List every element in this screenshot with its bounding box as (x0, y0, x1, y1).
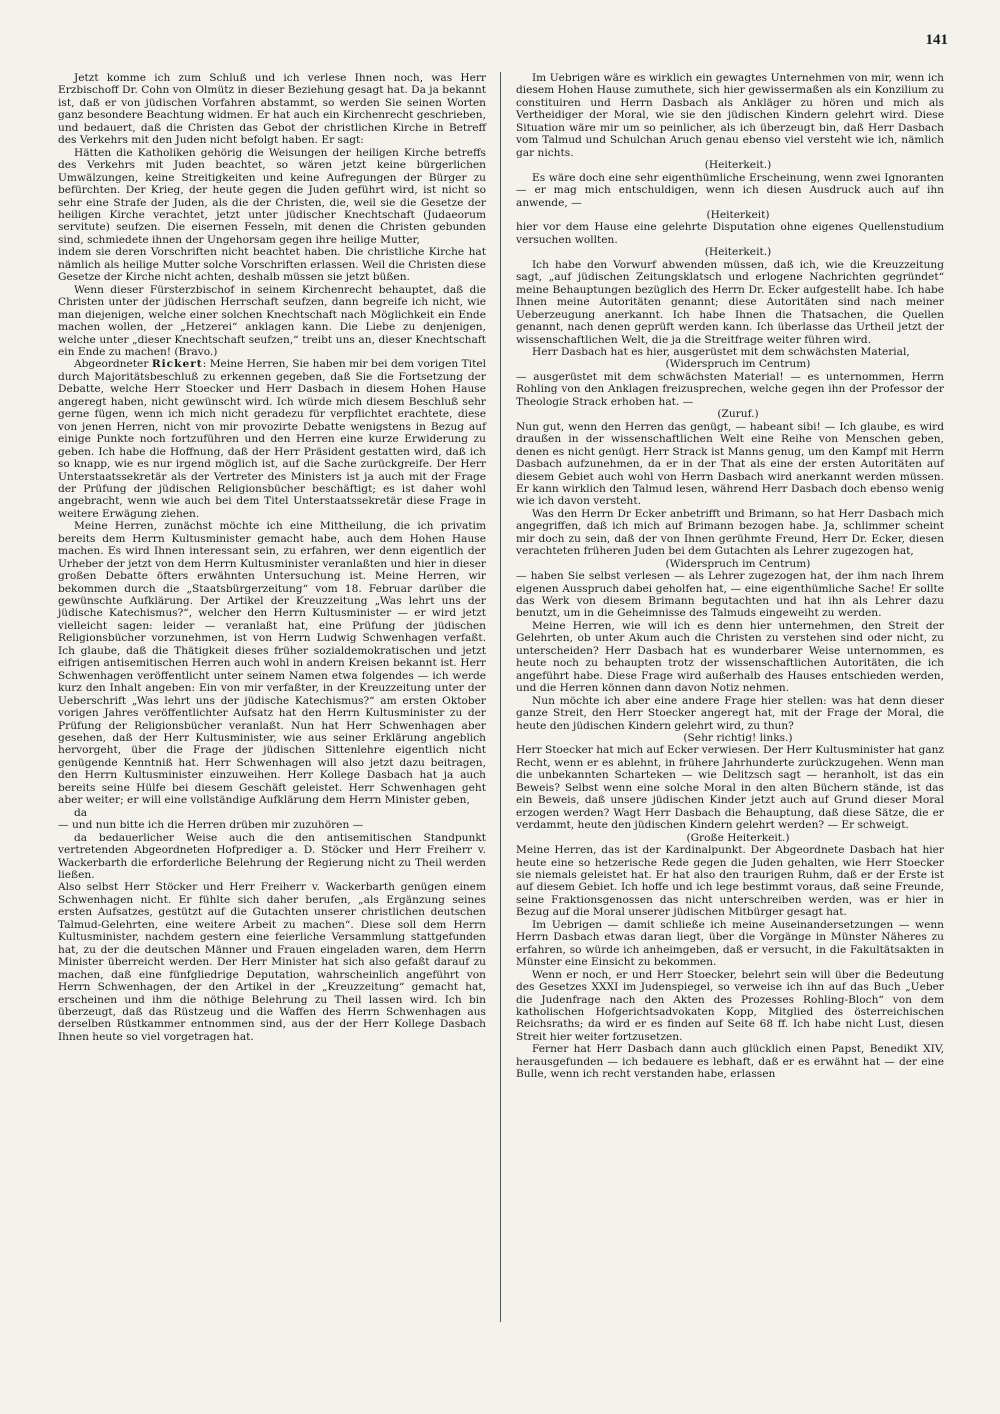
interjection: (Heiterkeit.) (704, 159, 772, 172)
page-number: 141 (925, 32, 948, 48)
paragraph: Meine Herren, wie will ich es denn hier unternehmen, den Streit der Gelehrten, ob unter Akum auch die Christen zu verstehen sind oder nicht, zu unterscheiden? Herr Dasbach hat es wunderbarer Weise unternommen, es heute noch zu behaupten trotz der wissenschaftlichen Autoritäten, die ich angeführt habe. Diese Frage wird außerhalb des Hauses entschieden werden, und die Herren können dann davon Notiz nehmen. (516, 619, 944, 695)
paragraph: Wenn dieser Fürsterzbischof in seinem Kirchenrecht behauptet, daß die Christen unter der jüdischen Herrschaft seufzen, dann begreife ich nicht, wie man diejenigen, welche einer solchen Knechtschaft nach Möglichkeit ein Ende machen wollen, der „Hetzerei“ anklagen kann. Die Liebe zu denjenigen, welche unter „dieser Knechtschaft seufzen,“ treibt uns an, dieser Knechtschaft ein Ende zu machen! (Bravo.) (58, 283, 486, 358)
interjection: (Heiterkeit) (706, 208, 770, 221)
speech-paragraph (58, 358, 486, 520)
paragraph: — haben Sie selbst verlesen — als Lehrer zugezogen hat, der ihm nach Ihrem eigenen Ausspruch dabei geholfen hat, — eine eigenthümliche Sache! Er sollte das Werk von diesem Brimann begutachten und hat ihn als Lehrer dazu benutzt, um in die Geheimnisse des Talmuds eingeweiht zu werden. (516, 570, 944, 620)
block-quote: da bedauerlicher Weise auch die den antisemitischen Standpunkt vertretenden Abgeordneten Hofprediger a. D. Stöcker und Herr Freiherr v. Wackerbarth die erforderliche Belehrung der Regierung nicht zu Theil werden ließen. (58, 831, 486, 881)
paragraph: Also selbst Herr Stöcker und Herr Freiherr v. Wackerbarth genügen einem Schwenhagen nicht. Er fühlte sich daher berufen, „als Ergänzung seines ersten Aufsatzes, gestützt auf die Gutachten unserer christlichen deutschen Talmud-Gelehrten, eine weitere Arbeit zu machen“. Diese soll dem Herrn Kultusminister, nachdem gestern eine feierliche Versammlung stattgefunden hat, zu der die deutschen Männer und Frauen eingeladen waren, dem Herrn Minister überreicht werden. Der Herr Minister hat sich also gefaßt darauf zu machen, daß eine fünfgliedrige Deputation, wahrscheinlich angeführt von Herrn Schwenhagen, der den Artikel in der „Kreuzzeitung“ gemacht hat, erscheinen und ihm die nöthige Belehrung zu Theil lassen wird. Ich bin überzeugt, daß das Rüstzeug und die Waffen des Herrn Schwenhagen aus derselben Rüstkammer entnommen sind, aus der der Herr Kollege Dasbach Ihnen heute so viel vorgetragen hat. (58, 881, 486, 1043)
column-divider (500, 72, 501, 1322)
paragraph: Ich habe den Vorwurf abwenden müssen, daß ich, wie die Kreuzzeitung sagt, „auf jüdischen Zeitungsklatsch und erlogene Nachrichten gegründet“ meine Behauptungen bezüglich des Herrn Dr. Ecker aufgestellt habe. Ich habe Ihnen meine Autoritäten genannt; diese Autoritäten sind nach meiner Ueberzeugung anerkannt. Ich habe Ihnen die Thatsachen, die Quellen genannt, nach denen geprüft werden kann. Ich überlasse das Urtheil jetzt der wissenschaftlichen Welt, die ja die Streitfrage weiter führen wird. (516, 258, 944, 346)
paragraph: Nun gut, wenn den Herren das genügt, — habeant sibi! — Ich glaube, es wird draußen in der wissenschaftlichen Welt eine Reihe von Menschen geben, denen es nicht genügt. Herr Strack ist Manns genug, um den Kampf mit Herrn Dasbach aufzunehmen, da er in der That als eine der ersten Autoritäten auf diesem Gebiet auch wohl von Herrn Dasbach wird anerkannt werden müssen. Er kann wirklich den Talmud lesen, während Herr Dasbach doch ebenso wenig wie ich davon versteht. (516, 420, 944, 508)
interjection: (Große Heiterkeit.) (686, 831, 790, 844)
speech-text: : Meine Herren, Sie haben mir bei dem vorigen Titel durch Majoritätsbeschluß zu erkennen gegeben, daß Sie die Fortsetzung der Debatte, welche Herr Stoecker und Herr Dasbach in diesem Hohen Hause angeregt haben, nicht gewünscht wird. Ich würde mich diesem Beschluß sehr gerne fügen, wenn ich mich nicht geradezu für verpflichtet erachtete, diese von jenen Herren, nicht von mir provozirte Debatte wenigstens in Bezug auf einige Punkte noch fortzuführen und den Herren eine kurze Erwiderung zu geben. Ich habe die Hoffnung, daß der Herr Präsident gestatten wird, daß ich so knapp, wie es nur irgend möglich ist, auf die Sache zurückgreife. Der Herr Unterstaatssekretär als der Vertreter des Ministers ist ja auch mit der Frage der Prüfung der jüdischen Religionsbücher beschäftigt; es ist daher wohl angebracht, wenn wie auch bei dem Titel Unterstaatssekretär diese Frage in weitere Erwägung ziehen. (58, 358, 486, 520)
interjection: (Heiterkeit.) (704, 246, 772, 259)
speaker-prefix: Abgeordneter (74, 358, 152, 371)
block-quote: da (74, 806, 88, 819)
interjection: (Zuruf.) (717, 408, 759, 421)
block-quote: Hätten die Katholiken gehörig die Weisungen der heiligen Kirche betreffs des Verkehrs mit Juden beachtet, so wären jetzt keine bürgerlichen Umwälzungen, keine Streitigkeiten und keine Aufregungen der Bürger zu befürchten. Der Krieg, der heute gegen die Juden geführt wird, ist nicht so sehr eine Strafe der Juden, als die der Christen, die, weil sie die Gesetze der heiligen Kirche verachtet, jetzt unter jüdischer Knechtschaft (Judaeorum servitute) seufzen. Die eisernen Fesseln, mit denen die Christen gebunden sind, schmiedete ihnen der Ungehorsam gegen ihre heilige Mutter, (58, 146, 486, 246)
paragraph: Nun möchte ich aber eine andere Frage hier stellen: was hat denn dieser ganze Streit, den Herr Stoecker angeregt hat, mit der Frage der Moral, die heute den jüdischen Kindern gelehrt wird, zu thun? (516, 694, 944, 732)
paragraph: Meine Herren, zunächst möchte ich eine Mittheilung, die ich privatim bereits dem Herrn Kultusminister gemacht habe, auch dem Hohen Hause machen. Es wird Ihnen interessant sein, zu erfahren, wer denn eigentlich der Urheber der jetzt von dem Herrn Kultusminister veranlaßten und hier in dieser großen Debatte öfters erwähnten Untersuchung ist. Meine Herren, wir bekommen durch die „Staatsbürgerzeitung“ vom 18. Februar darüber die gewünschte Aufklärung. Der Artikel der Kreuzzeitung „Was lehrt uns der jüdische Katechismus?“, welcher den Herrn Kultusminister — er wird jetzt vielleicht sagen: leider — veranlaßt hat, eine Prüfung der jüdischen Religionsbücher vorzunehmen, ist von Herrn Ludwig Schwenhagen verfaßt. Ich glaube, daß die Thätigkeit dieses früher sozialdemokratischen und jetzt eifrigen antisemitischen Herren auch wohl in andern Kreisen bekannt ist. Herr Schwenhagen veröffentlicht unter seinem Namen etwa folgendes — ich werde kurz den Inhalt angeben: Ein von mir verfaßter, in der Kreuzzeitung unter der Ueberschrift „Was lehrt uns der jüdische Katechismus?“ am ersten Oktober vorigen Jahres veröffentlichter Aufsatz hat den Herrn Kultusminister zu der Prüfung der Religionsbücher veranlaßt. Nun hat Herr Schwenhagen aber gesehen, daß der Herr Kultusminister, wie aus seiner Erklärung angeblich hervorgeht, über die Frage der jüdischen Sittenlehre eigentlich nicht genügende Kenntniß hat. Herr Schwenhagen will also jetzt dazu beitragen, den Herrn Kultusminister einzuweihen. Herr Kollege Dasbach hat ja auch bereits seine Hülfe bei diesem Geschäft geleistet. Herr Schwenhagen geht aber weiter; er will eine vollständige Aufklärung dem Herrn Minister geben, (58, 520, 486, 807)
paragraph: indem sie deren Vorschriften nicht beachtet haben. Die christliche Kirche hat nämlich als heilige Mutter solche Vorschriften erlassen. Weil die Christen diese Gesetze der Kirche nicht achten, deshalb müssen sie jetzt büßen. (58, 246, 486, 284)
paragraph: Ferner hat Herr Dasbach dann auch glücklich einen Papst, Benedikt XIV, herausgefunden — ich bedauere es lebhaft, daß er es erwähnt hat — der eine Bulle, wenn ich recht verstanden habe, erlassen (516, 1043, 944, 1081)
right-column (516, 72, 944, 1081)
left-column (58, 72, 486, 1043)
paragraph: Was den Herrn Dr Ecker anbetrifft und Brimann, so hat Herr Dasbach mich angegriffen, daß ich mich auf Brimann bezogen habe. Ja, schlimmer scheint mir doch zu sein, daß der von Ihnen gerühmte Freund, Herr Dr. Ecker, diesen verachteten früheren Juden bei dem Gutachten als Lehrer zugezogen hat, (516, 507, 944, 558)
paragraph: Im Uebrigen wäre es wirklich ein gewagtes Unternehmen von mir, wenn ich diesem Hohen Hause zumuthete, sich hier gewissermaßen als ein Konzilium zu constituiren und Herrn Dasbach als Ankläger zu hören und mich als Vertheidiger der Moral, wie sie den jüdischen Kindern gelehrt wird. Diese Situation wäre mir um so peinlicher, als ich überzeugt bin, daß Herr Dasbach vom Talmud und Schulchan Aruch genau ebenso viel versteht wie ich, nämlich gar nichts. (516, 72, 944, 159)
paragraph: Es wäre doch eine sehr eigenthümliche Erscheinung, wenn zwei Ignoranten — er mag mich entschuldigen, wenn ich diesen Ausdruck auch auf ihn anwende, — (516, 171, 944, 209)
paragraph: — und nun bitte ich die Herren drüben mir zuzuhören — (58, 819, 364, 832)
paragraph: hier vor dem Hause eine gelehrte Disputation ohne eigenes Quellenstudium versuchen wollten. (516, 221, 944, 246)
speaker-name: Rickert (151, 358, 203, 371)
interjection: (Widerspruch im Centrum) (665, 358, 811, 371)
paragraph: Herr Stoecker hat mich auf Ecker verwiesen. Der Herr Kultusminister hat ganz Recht, wenn er es ablehnt, in frühere Jahrhunderte zurückzugehen. Wenn man die unbekannten Scharteken — wie Delitzsch sagt — heranholt, ist das ein Beweis? Selbst wenn eine solche Moral in den alten Büchern stände, ist das ein Beweis, daß unsere jüdischen Kinder jetzt auch auf Grund dieser Moral erzogen werden? Wagt Herr Dasbach die Behauptung, daß diese Sätze, die er verdammt, heute den jüdischen Kindern gelehrt werden? — Er schweigt. (516, 744, 944, 832)
interjection: (Sehr richtig! links.) (683, 732, 793, 745)
paragraph: Im Uebrigen — damit schließe ich meine Auseinandersetzungen — wenn Herrn Dasbach etwas daran liegt, über die Vorgänge in Münster Näheres zu erfahren, so würde ich anheimgeben, daß er versucht, in die Fakultätsakten in Münster eine Einsicht zu bekommen. (516, 918, 944, 969)
interjection: (Widerspruch im Centrum) (665, 557, 811, 570)
paragraph: Meine Herren, das ist der Kardinalpunkt. Der Abgeordnete Dasbach hat hier heute eine so hetzerische Rede gegen die Juden gehalten, wie Herr Stoecker sie niemals geleistet hat. Er hat also den traurigen Ruhm, daß er der Erste ist auf diesem Gebiet. Ich hoffe und ich lege bestimmt voraus, daß seine Freunde, seine Fraktionsgenossen das nicht unterschreiben werden, was er hier in Bezug auf die Moral unserer jüdischen Mitbürger gesagt hat. (516, 844, 944, 919)
paragraph: Jetzt komme ich zum Schluß und ich verlese Ihnen noch, was Herr Erzbischoff Dr. Cohn von Olmütz in dieser Beziehung gesagt hat. Da ja bekannt ist, daß er von jüdischen Vorfahren abstammt, so werden Sie seinen Worten ganz besondere Beachtung widmen. Er hat auch ein Kirchenrecht geschrieben, und bedauert, daß die Christen das Gebot der christlichen Kirche in Betreff des Verkehrs mit den Juden nicht befolgt haben. Er sagt: (58, 72, 486, 147)
paragraph: Herr Dasbach hat es hier, ausgerüstet mit dem schwächsten Material, (532, 345, 910, 358)
paragraph: — ausgerüstet mit dem schwächsten Material! — es unternommen, Herrn Rohling von den Anklagen freizusprechen, welche gegen ihn der Professor der Theologie Strack erhoben hat. — (516, 370, 944, 408)
paragraph: Wenn er noch, er und Herr Stoecker, belehrt sein will über die Bedeutung des Gesetzes XXXI im Judenspiegel, so verweise ich ihn auf das Buch „Ueber die Judenfrage nach den Akten des Prozesses Rohling-Bloch“ von dem katholischen Hofgerichtsadvokaten Kopp, Mitglied des österreichischen Reichsraths; da wird er es finden auf Seite 68 ff. Ich habe nicht Lust, diesen Streit hier weiter fortzusetzen. (516, 968, 944, 1043)
